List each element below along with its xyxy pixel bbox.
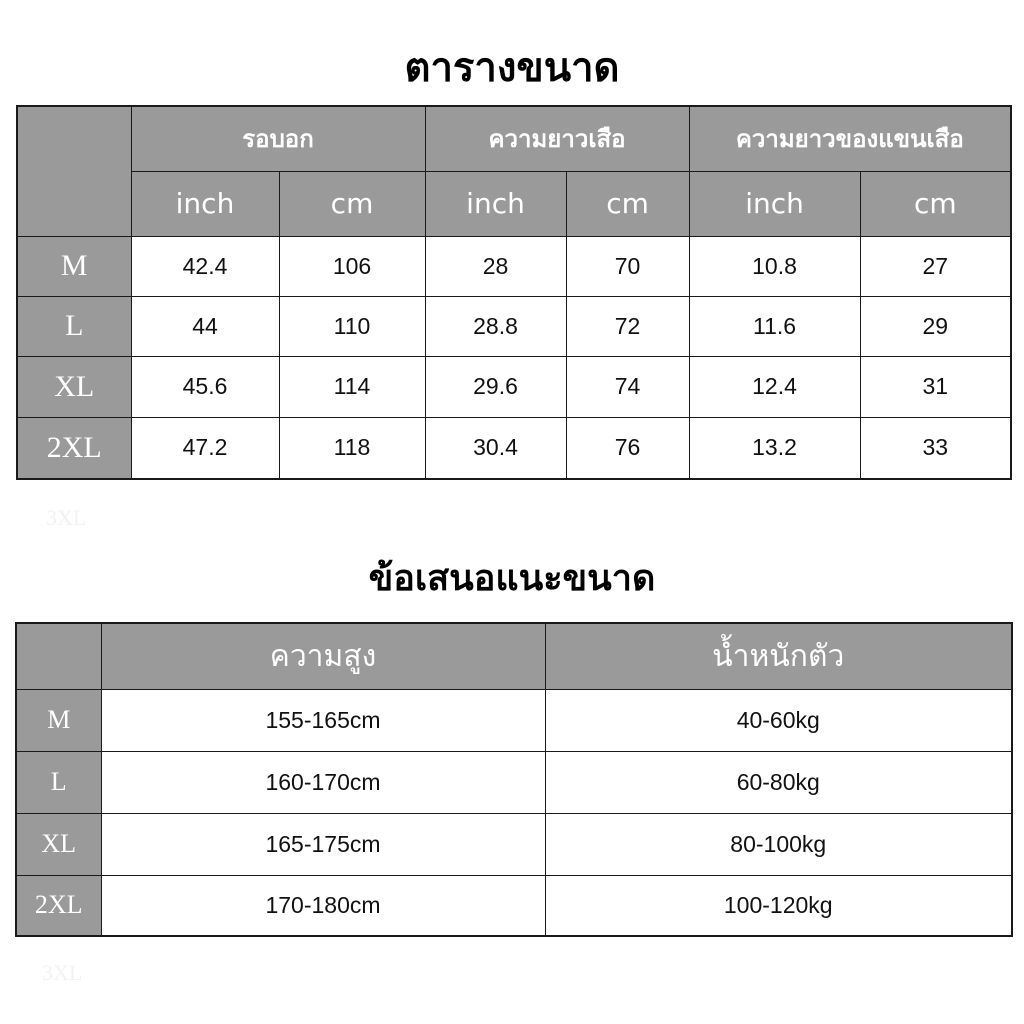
table-cell: 47.2 — [131, 417, 279, 479]
size-label: M — [16, 689, 101, 751]
table-cell: 10.8 — [689, 236, 860, 296]
group-header-chest: รอบอก — [131, 106, 425, 171]
table-row — [16, 689, 1012, 751]
size-recommendation-title: ข้อเสนอแนะขนาด — [368, 558, 656, 599]
size-chart-title: ตารางขนาด — [404, 45, 620, 91]
weight-cell: 100-120kg — [545, 875, 1012, 936]
table-cell: 118 — [279, 417, 425, 479]
table-cell: 29 — [860, 296, 1011, 356]
table-cell: 42.4 — [131, 236, 279, 296]
size-label: 2XL — [17, 417, 131, 479]
table-cell: 11.6 — [689, 296, 860, 356]
column-header-weight: น้ำหนักตัว — [545, 623, 1012, 689]
unit-header: inch — [689, 171, 860, 236]
table-row — [16, 751, 1012, 813]
table-cell: 74 — [566, 356, 689, 417]
table-cell: 70 — [566, 236, 689, 296]
table-cell: 72 — [566, 296, 689, 356]
group-header-shirt-length: ความยาวเสือ — [425, 106, 689, 171]
size-label: 2XL — [16, 875, 101, 936]
unit-header-row — [17, 171, 1011, 236]
size-recommendation-table — [15, 622, 1013, 937]
faded-size-label: 3XL — [42, 960, 83, 985]
unit-header: inch — [425, 171, 566, 236]
table-cell: 28 — [425, 236, 566, 296]
table-cell: 110 — [279, 296, 425, 356]
size-label: L — [16, 751, 101, 813]
size-label: M — [17, 236, 131, 296]
height-cell: 155-165cm — [101, 689, 545, 751]
corner-cell — [16, 623, 101, 689]
table-row — [17, 417, 1011, 479]
column-header-height: ความสูง — [101, 623, 545, 689]
size-label: XL — [16, 813, 101, 875]
table-cell: 44 — [131, 296, 279, 356]
header-row — [16, 623, 1012, 689]
table-row — [17, 236, 1011, 296]
table-cell: 45.6 — [131, 356, 279, 417]
table-cell: 30.4 — [425, 417, 566, 479]
table-cell: 12.4 — [689, 356, 860, 417]
table-cell: 114 — [279, 356, 425, 417]
height-cell: 160-170cm — [101, 751, 545, 813]
size-label: XL — [17, 356, 131, 417]
corner-cell — [17, 106, 131, 236]
size-chart-table — [16, 105, 1012, 480]
unit-header: inch — [131, 171, 279, 236]
group-header-row — [17, 106, 1011, 171]
table-cell: 76 — [566, 417, 689, 479]
height-cell: 170-180cm — [101, 875, 545, 936]
table-row — [17, 356, 1011, 417]
table-row — [17, 296, 1011, 356]
unit-header: cm — [566, 171, 689, 236]
table-cell: 27 — [860, 236, 1011, 296]
table-cell: 29.6 — [425, 356, 566, 417]
faded-size-label: 3XL — [46, 505, 87, 530]
table-cell: 13.2 — [689, 417, 860, 479]
table-cell: 28.8 — [425, 296, 566, 356]
unit-header: cm — [860, 171, 1011, 236]
table-cell: 106 — [279, 236, 425, 296]
unit-header: cm — [279, 171, 425, 236]
weight-cell: 60-80kg — [545, 751, 1012, 813]
height-cell: 165-175cm — [101, 813, 545, 875]
size-label: L — [17, 296, 131, 356]
weight-cell: 80-100kg — [545, 813, 1012, 875]
table-cell: 31 — [860, 356, 1011, 417]
table-cell: 33 — [860, 417, 1011, 479]
table-row — [16, 875, 1012, 936]
group-header-sleeve-length: ความยาวของแขนเสือ — [689, 106, 1011, 171]
weight-cell: 40-60kg — [545, 689, 1012, 751]
table-row — [16, 813, 1012, 875]
